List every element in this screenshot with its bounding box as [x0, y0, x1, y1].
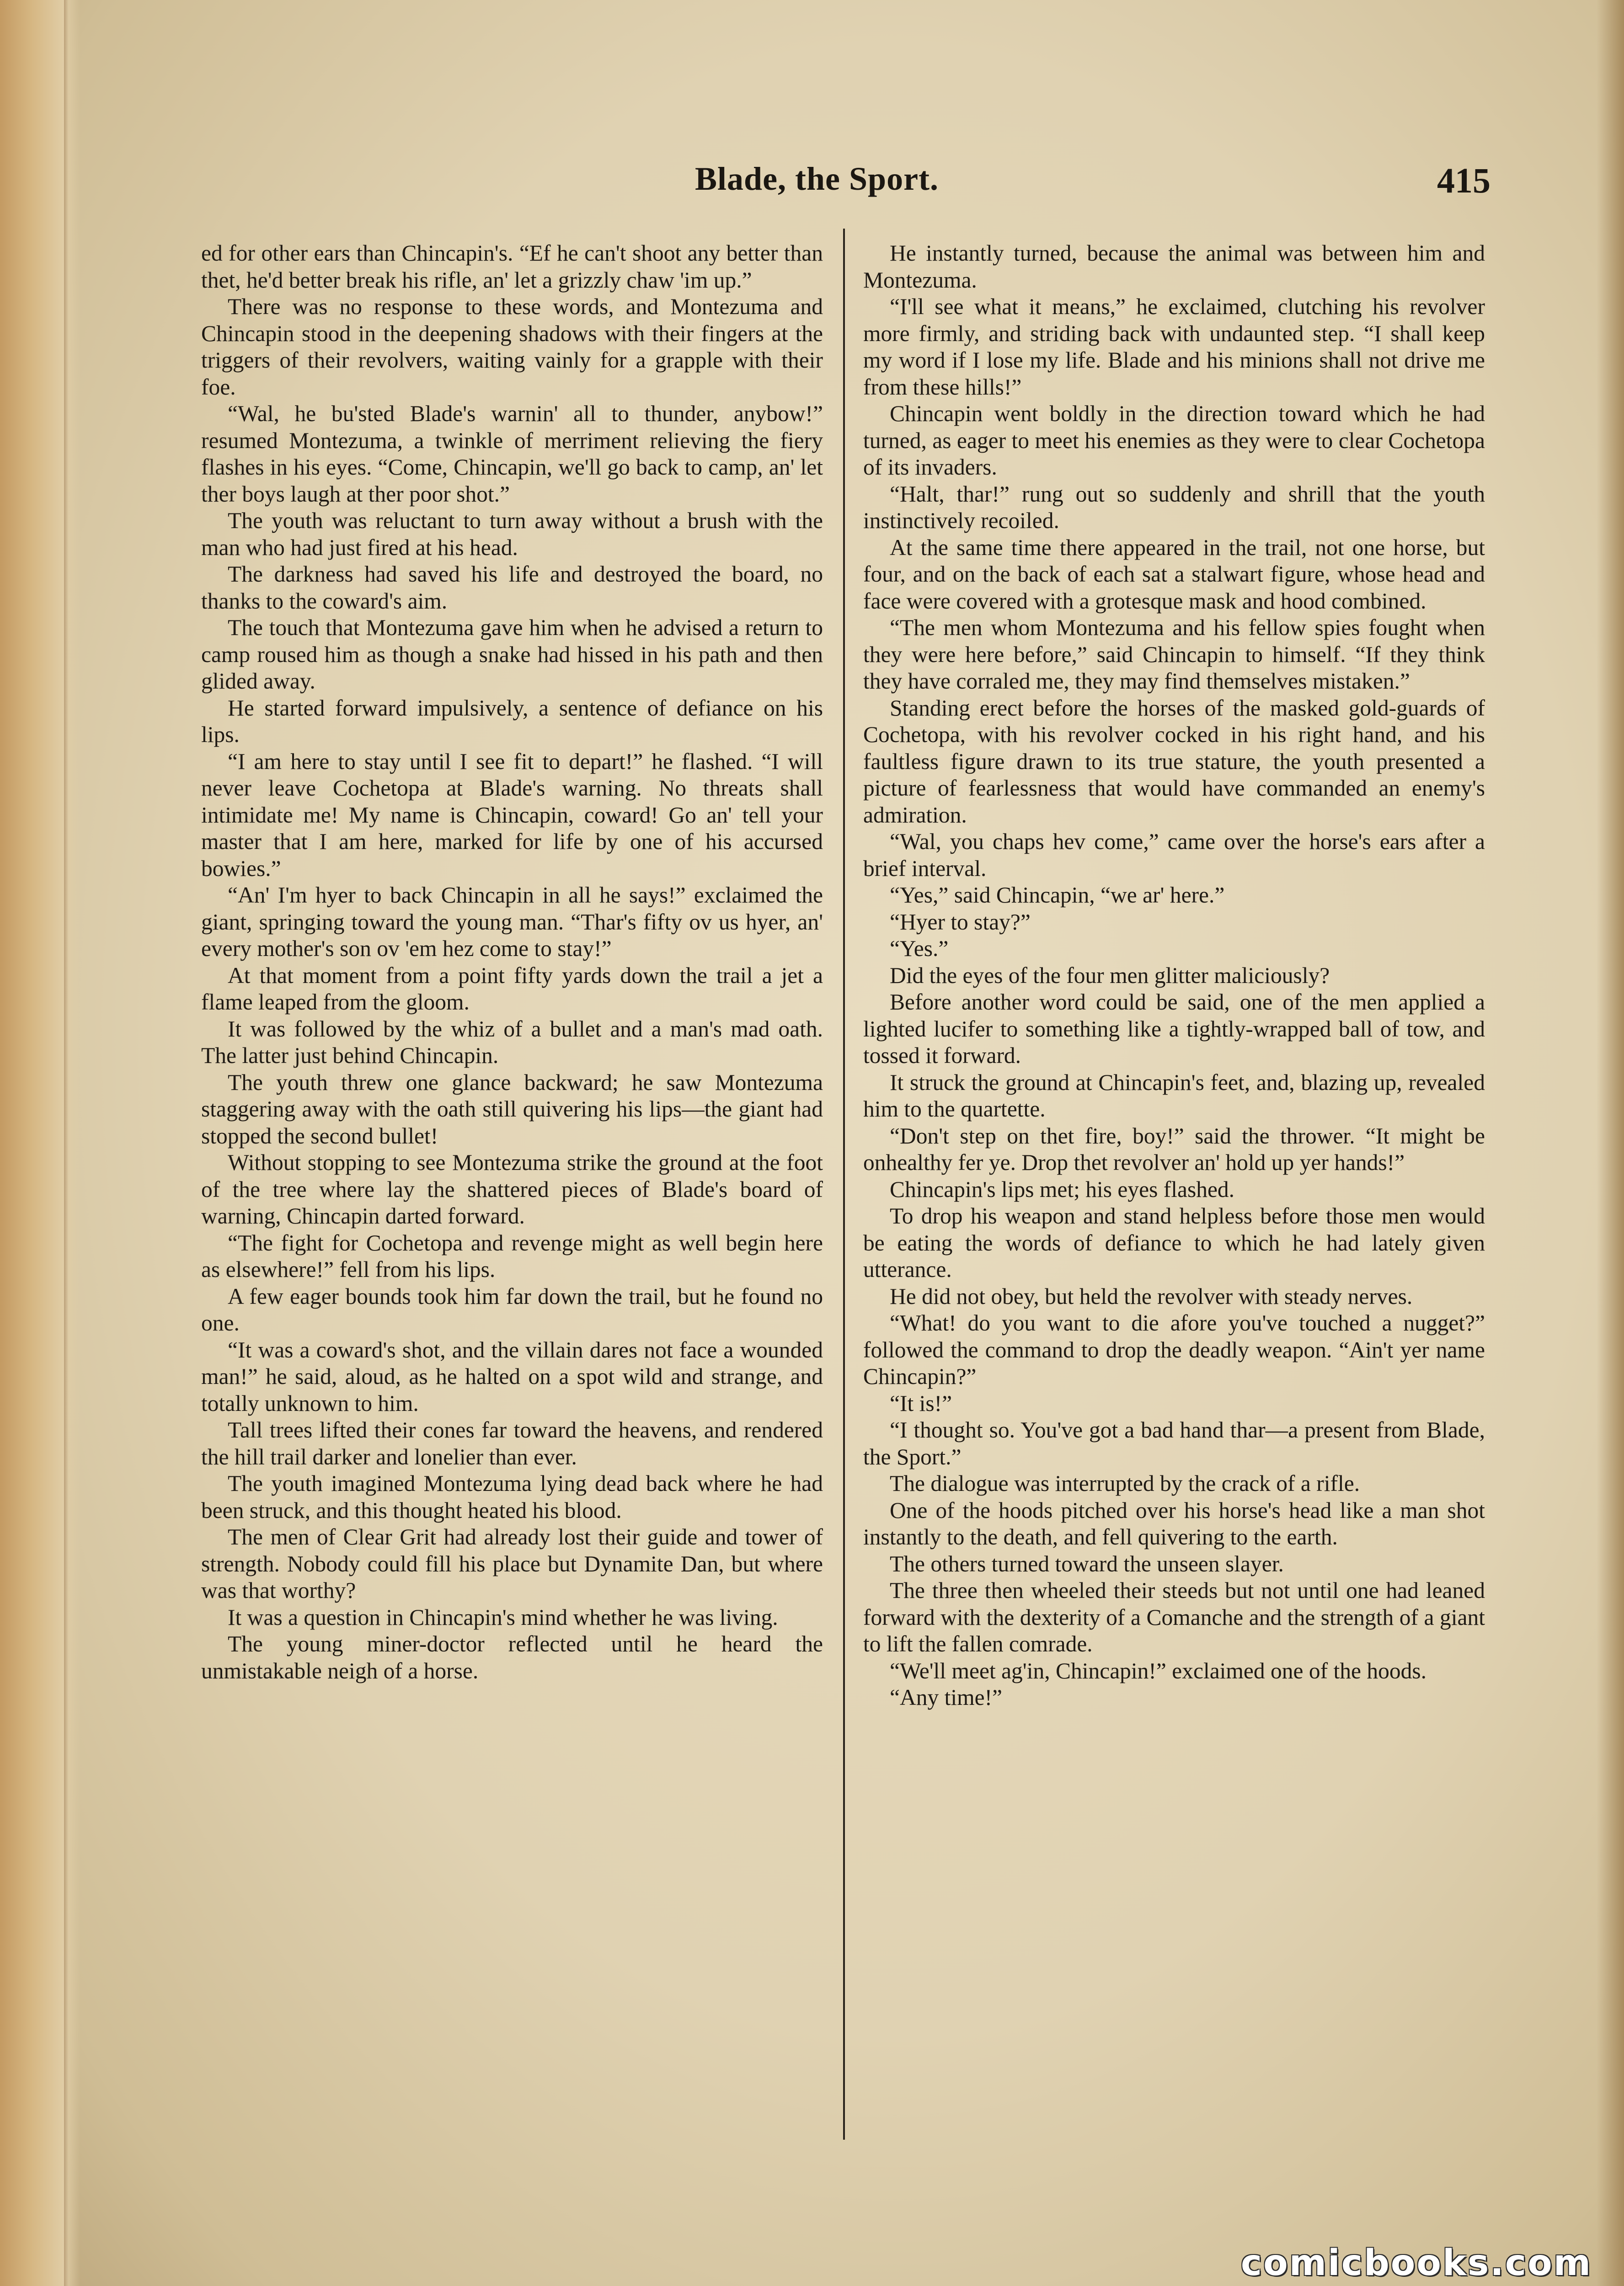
- paragraph: The youth imagined Montezuma lying dead back where he had been struck, and this thought heated his blood.: [201, 1471, 823, 1523]
- paragraph: One of the hoods pitched over his horse's head like a man shot instantly to the death, and fell quivering to the earth.: [863, 1497, 1485, 1549]
- paragraph: ed for other ears than Chincapin's. “Ef he can't shoot any better than thet, he'd better break his rifle, an' let a grizzly chaw 'im up.”: [201, 240, 823, 293]
- paragraph: To drop his weapon and stand helpless before those men would be eating the words of defiance to which he had lately given utterance.: [863, 1203, 1485, 1282]
- paragraph: Before another word could be said, one of the men applied a lighted lucifer to something like a tightly-wrapped ball of tow, and tossed it forward.: [863, 989, 1485, 1068]
- paragraph: There was no response to these words, and Montezuma and Chincapin stood in the deepening shadows with their fingers at the triggers of their revolvers, waiting vainly for a grapple with their foe.: [201, 294, 823, 400]
- paragraph: “Yes.”: [890, 936, 949, 961]
- page-edge-shadow: [1597, 0, 1624, 2286]
- right-column: [863, 240, 1485, 2151]
- left-column: [201, 240, 823, 2151]
- paragraph: Chincapin went boldly in the direction toward which he had turned, as eager to meet his enemies as they were to clear Cochetopa of its invaders.: [863, 401, 1485, 480]
- paragraph: “It is!”: [890, 1390, 952, 1416]
- watermark: comicbooks.com: [1240, 2243, 1592, 2284]
- paragraph: “Any time!”: [890, 1685, 1003, 1710]
- paragraph: “The fight for Cochetopa and revenge might as well begin here as elsewhere!” fell from his lips.: [201, 1230, 823, 1282]
- paragraph: “We'll meet ag'in, Chincapin!” exclaimed one of the hoods.: [890, 1658, 1426, 1683]
- paragraph: The touch that Montezuma gave him when he advised a return to camp roused him as though a snake had hissed in his path and then glided away.: [201, 615, 823, 694]
- paragraph: It was a question in Chincapin's mind whether he was living.: [228, 1604, 778, 1630]
- paragraph: He did not obey, but held the revolver with steady nerves.: [890, 1283, 1413, 1309]
- paragraph: “Yes,” said Chincapin, “we ar' here.”: [890, 882, 1225, 908]
- paragraph: “Wal, you chaps hev come,” came over the horse's ears after a brief interval.: [863, 829, 1485, 881]
- paragraph: Tall trees lifted their cones far toward the heavens, and rendered the hill trail darker and lonelier than ever.: [201, 1417, 823, 1469]
- paragraph: Without stopping to see Montezuma strike the ground at the foot of the tree where lay the shattered pieces of Blade's board of warning, Chincapin darted forward.: [201, 1150, 823, 1228]
- running-title: Blade, the Sport.: [695, 160, 939, 197]
- paragraph: At the same time there appeared in the trail, not one horse, but four, and on the back of each sat a stalwart figure, whose head and face were covered with a grotesque mask and hood combined.: [863, 534, 1485, 614]
- paragraph: “Wal, he bu'sted Blade's warnin' all to thunder, anybow!” resumed Montezuma, a twinkle of merriment relieving the fiery flashes in his eyes. “Come, Chincapin, we'll go back to camp, an' let ther boys laugh at ther poor shot.”: [201, 401, 823, 507]
- paragraph: The men of Clear Grit had already lost their guide and tower of strength. Nobody could fill his place but Dynamite Dan, but where was that worthy?: [201, 1524, 823, 1603]
- paragraph: “An' I'm hyer to back Chincapin in all he says!” exclaimed the giant, springing toward the young man. “Thar's fifty ov us hyer, an' every mother's son ov 'em hez come to stay!”: [201, 882, 823, 961]
- paragraph: He started forward impulsively, a sentence of defiance on his lips.: [201, 695, 823, 747]
- paragraph: At that moment from a point fifty yards down the trail a jet a flame leaped from the gloom.: [201, 962, 823, 1015]
- paragraph: Did the eyes of the four men glitter maliciously?: [890, 962, 1330, 988]
- paragraph: “Hyer to stay?”: [890, 909, 1031, 935]
- page-number: 415: [1437, 160, 1490, 200]
- paragraph: It struck the ground at Chincapin's feet, and, blazing up, revealed him to the quartette.: [863, 1069, 1485, 1122]
- paragraph: The three then wheeled their steeds but not until one had leaned forward with the dexterity of a Comanche and the strength of a giant to lift the fallen comrade.: [863, 1578, 1485, 1656]
- spine-shadow: [64, 0, 69, 2286]
- paragraph: Standing erect before the horses of the masked gold-guards of Cochetopa, with his revolver cocked in his right hand, and his faultless figure drawn to its true stature, the youth presented a picture of fearlessness that would have commanded an enemy's admiration.: [863, 695, 1485, 828]
- paragraph: The dialogue was interrupted by the crack of a rifle.: [890, 1471, 1360, 1496]
- paragraph: “I am here to stay until I see fit to depart!” he flashed. “I will never leave Cochetopa at Blade's warning. No threats shall intimidate me! My name is Chincapin, coward! Go an' tell your master that I am here, marked for life by one of his accursed bowies.”: [201, 748, 823, 881]
- page-header: [192, 160, 1490, 210]
- paragraph: “The men whom Montezuma and his fellow spies fought when they were here before,” said Chincapin to himself. “If they think they have corraled me, they may find themselves mistaken.”: [863, 615, 1485, 694]
- paragraph: A few eager bounds took him far down the trail, but he found no one.: [201, 1283, 823, 1335]
- paragraph: The young miner-doctor reflected until he heard the unmistakable neigh of a horse.: [201, 1631, 823, 1683]
- paragraph: It was followed by the whiz of a bullet and a man's mad oath. The latter just behind Chincapin.: [201, 1016, 823, 1068]
- paragraph: “I thought so. You've got a bad hand thar—a present from Blade, the Sport.”: [863, 1417, 1485, 1469]
- paragraph: “Halt, thar!” rung out so suddenly and shrill that the youth instinctively recoiled.: [863, 481, 1485, 533]
- paragraph: The darkness had saved his life and destroyed the board, no thanks to the coward's aim.: [201, 561, 823, 614]
- paragraph: “I'll see what it means,” he exclaimed, clutching his revolver more firmly, and striding back with undaunted step. “I shall keep my word if I lose my life. Blade and his minions shall not drive me from these hills!”: [863, 294, 1485, 400]
- paragraph: The youth was reluctant to turn away without a brush with the man who had just fired at his head.: [201, 508, 823, 560]
- paragraph: He instantly turned, because the animal was between him and Montezuma.: [863, 240, 1485, 293]
- paragraph: “It was a coward's shot, and the villain dares not face a wounded man!” he said, aloud, as he halted on a spot wild and strange, and totally unknown to him.: [201, 1337, 823, 1416]
- paragraph: “What! do you want to die afore you've touched a nugget?” followed the command to drop the deadly weapon. “Ain't yer name Chincapin?”: [863, 1310, 1485, 1389]
- paragraph: Chincapin's lips met; his eyes flashed.: [890, 1176, 1235, 1202]
- paragraph: The others turned toward the unseen slayer.: [890, 1551, 1284, 1576]
- paragraph: The youth threw one glance backward; he saw Montezuma staggering away with the oath still quivering his lips—the giant had stopped the second bullet!: [201, 1069, 823, 1148]
- paragraph: “Don't step on thet fire, boy!” said the thrower. “It might be onhealthy fer ye. Drop thet revolver an' hold up yer hands!”: [863, 1123, 1485, 1175]
- column-divider: [843, 229, 845, 2140]
